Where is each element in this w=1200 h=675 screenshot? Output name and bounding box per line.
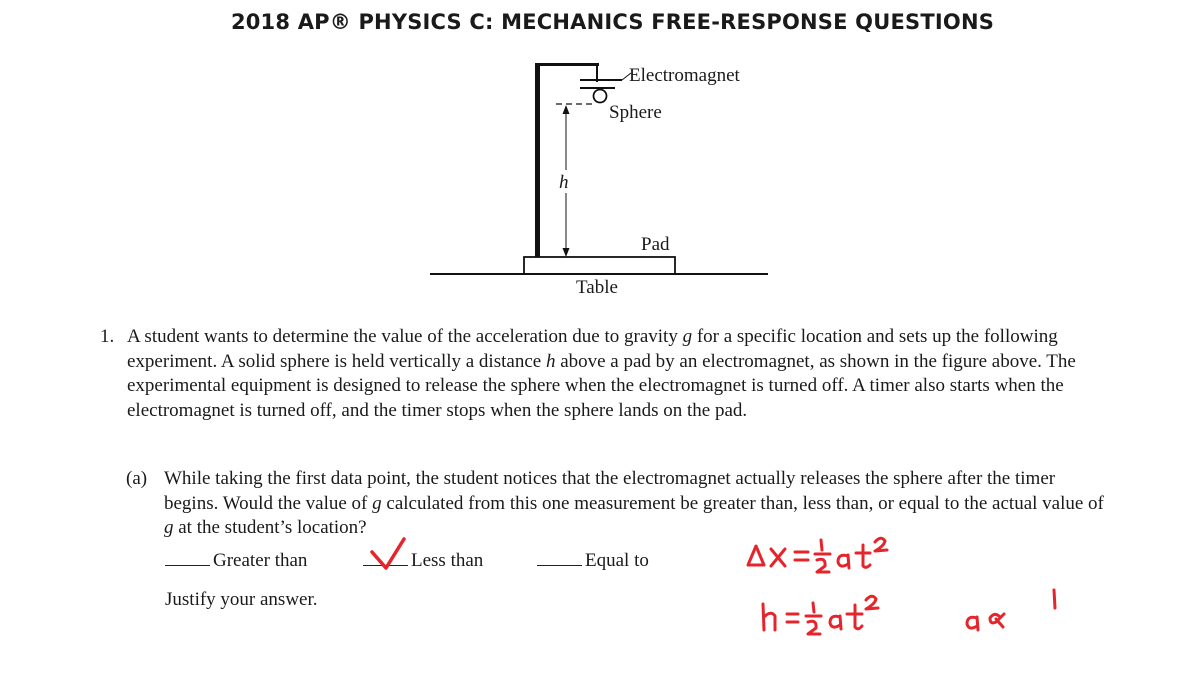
question-number: 1. [100,326,115,347]
part-text-segment: While taking the first data point, the student notices that the electromagnet actually releases the sphere after the timer begins. Would the value of [164,468,1056,514]
handwriting-line-1 [748,538,887,572]
question-text-part: above a pad by an electromagnet, as shown in the figure above. The experimental equipment is designed to release the sphere when the electromagnet is turned off. A timer also starts when the electromagnet is turned off, and the timer stops when the sphere lands on the pad. [127,350,1076,421]
stand-arm [535,63,599,66]
question-text-part: for a specific location and sets up the following experiment. A solid sphere is held vertically a distance [127,326,1058,372]
apparatus-diagram [0,0,1200,310]
choice-equal-to[interactable] [537,550,649,572]
page-title: 2018 AP® PHYSICS C: MECHANICS FREE-RESPONSE QUESTIONS [230,10,995,34]
part-letter: (a) [126,468,148,489]
handwriting-line-2 [763,596,878,634]
question-text-part: A student wants to determine the value of the acceleration due to gravity [127,326,683,347]
answer-blank[interactable] [537,551,582,566]
choice-label: Greater than [213,550,308,571]
part-text-segment: at the student’s location? [173,517,367,538]
answer-blank[interactable] [363,551,408,566]
variable-g: g [682,326,693,347]
part-text-segment: calculated from this one measurement be greater than, less than, or equal to the actual value of [381,492,1104,514]
handwriting-line-3 [967,590,1055,630]
answer-blank[interactable] [165,551,210,566]
question-text [127,325,1112,423]
choice-greater-than[interactable] [165,550,307,572]
apparatus-figure [0,0,1200,310]
variable-g: g [372,492,382,514]
table-label: Table [576,277,618,298]
choice-label: Less than [411,550,484,571]
electromagnet-label: Electromagnet [629,65,740,86]
choice-less-than[interactable] [363,550,483,572]
height-label: h [559,172,569,193]
sphere [594,90,607,103]
variable-h: h [545,350,556,372]
pad-label: Pad [641,234,670,255]
variable-g: g [164,517,174,538]
pad [524,257,675,274]
stand-post [535,63,540,259]
height-arrowhead-bottom [563,248,570,257]
justify-prompt: Justify your answer. [165,589,318,610]
height-arrowhead-top [563,105,570,114]
choice-label: Equal to [585,550,649,571]
part-a-text [164,467,1104,541]
sphere-label: Sphere [609,102,662,123]
